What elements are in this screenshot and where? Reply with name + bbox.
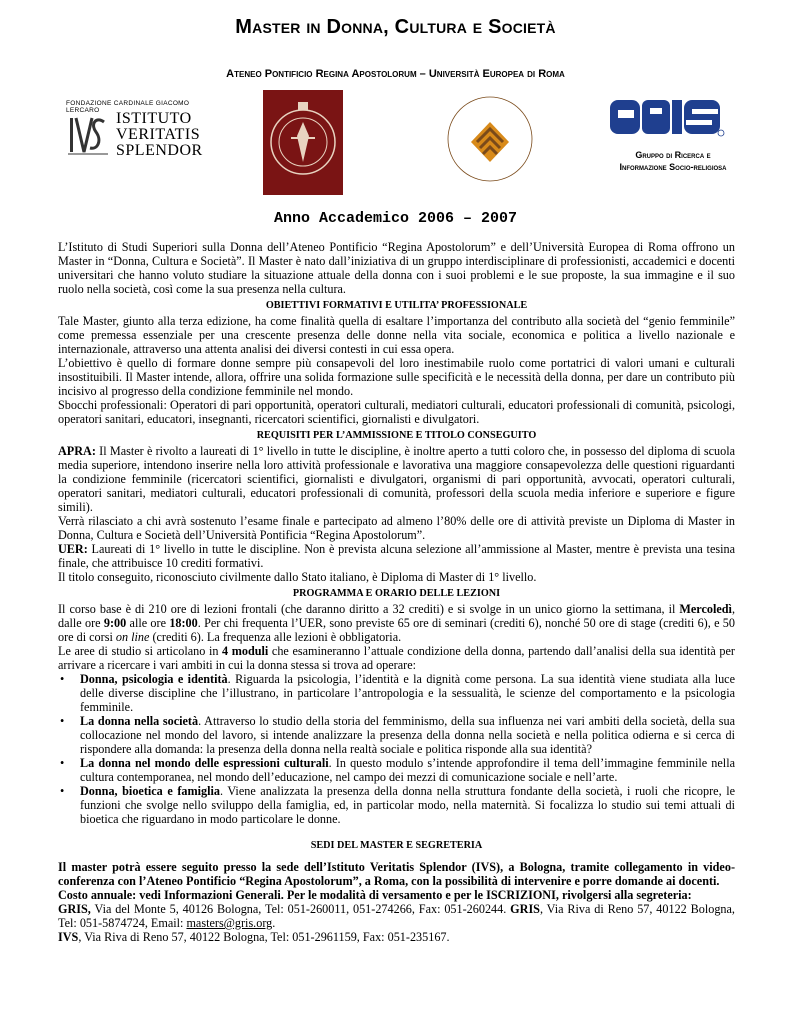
section-heading-admission: REQUISITI PER L’AMMISSIONE E TITOLO CONSEGUITO	[256, 430, 537, 441]
intro-paragraph: L’Istituto di Studi Superiori sulla Donna dell’Ateneo Pontificio “Regina Apostolorum” e dell’Università Europea di Roma offrono un Master in “Donna, Cultura e Società”. Il Master è nato dall’iniziativa di un gruppo interdisciplinare di professionisti, accademici e docenti universitari che hanno voluto studiare la situazione attuale della donna con i suoi problemi e le sue proposte, la sua immagine e il suo ruolo nella società, così come la sua presenza nella cultura.	[58, 240, 735, 296]
email-link[interactable]: masters@gris.org	[186, 916, 273, 930]
ivs-contact-paragraph: IVS, Via Riva di Reno 57, 40122 Bologna, Tel: 051-2961159, Fax: 051-235167.	[58, 930, 450, 944]
offices-paragraph-1: Il master potrà essere seguito presso la sede dell’Istituto Veritatis Splendor (IVS), a Bologna, tramite collegamento in video-conferenza con l’Ateneo Pontificio “Regina Apostolorum”, a Roma, con la possibilità di intervenire e porre domande ai docenti.	[58, 860, 735, 888]
module-item	[58, 784, 735, 826]
lesson-end-time: 18:00	[169, 616, 198, 630]
gris-contact-paragraph: GRIS, Via del Monte 5, 40126 Bologna, Tel: 051-260011, 051-274266, Fax: 051-260244. GRIS, Via Riva di Reno 57, 40122 Bologna, Tel: 051-5874724, Email: masters@gris.org.	[58, 902, 735, 930]
module-title: La donna nel mondo delle espressioni culturali	[80, 756, 329, 770]
uer-paragraph	[58, 542, 735, 570]
module-title: Donna, bioetica e famiglia	[80, 784, 220, 798]
page-title: Master in Donna, Cultura e Società	[235, 16, 556, 38]
academic-year: Anno Accademico 2006 – 2007	[273, 210, 518, 227]
gris-caption: Gruppo di Ricerca e Informazione Socio-religiosa	[619, 150, 727, 172]
bullet-icon: •	[60, 784, 65, 798]
ivs-label: IVS	[58, 930, 79, 944]
ivs-foundation-label: FONDAZIONE CARDINALE GIACOMO LERCARO	[66, 100, 190, 114]
gris-logo	[608, 96, 726, 140]
modules-count: 4 moduli	[222, 644, 269, 658]
diploma-paragraph: Verrà rilasciato a chi avrà sostenuto l’esame finale e partecipato ad almeno l’80% delle ore di attività previste un Diploma di Master in Donna, Cultura e Società dell’Università Pontificia “Regina Apostolorum”.	[58, 514, 735, 542]
apra-paragraph	[58, 444, 735, 514]
apra-text: Il Master è rivolto a laureati di 1° livello in tutte le discipline, è inoltre aperto a tutti coloro che, in possesso del diploma di scuola media superiore, intendono inserire nella loro attività professionale e lavorativa una maggiore consapevolezza delle questioni riguardanti la condizione femminile (ricercatori scientifici, giornalisti e divulgatori, organismi di pari opportunità, avvocati, operatori culturali, operatori sanitari, mediatori culturali, educatori professionali di comunità, professori della scuola media inferiore e superiore e figure simili).	[58, 444, 735, 514]
module-title: La donna nella società	[80, 714, 199, 728]
objectives-paragraph-2: L’obiettivo è quello di formare donne sempre più consapevoli del loro inestimabile ruolo come portatrici di valori umani e culturali insostituibili. Il Master intende, allora, offrire una solida formazione sulle specificità e le necessità della donna, per dare un contributo più incisivo al progresso della condizione femminile nel mondo.	[58, 356, 735, 398]
offices-paragraph-2: Costo annuale: vedi Informazioni Generali. Per le modalità di versamento e per le ISCRIZIONI, rivolgersi alla segreteria:	[58, 888, 692, 902]
apra-label: APRA:	[58, 444, 96, 458]
ivs-logo	[66, 100, 216, 162]
bullet-icon: •	[60, 714, 65, 728]
gris-label: GRIS,	[58, 902, 91, 916]
career-label: Sbocchi professionali:	[58, 398, 167, 412]
page-subtitle: Ateneo Pontificio Regina Apostolorum – Università Europea di Roma	[226, 68, 565, 80]
program-paragraph-2: Le aree di studio si articolano in 4 moduli che esamineranno l’attuale condizione della donna, partendo dall’analisi della sua identità per arrivare a ricercare i vari ambiti in cui la donna stessa si trova ad operare:	[58, 644, 735, 672]
universita-europea-logo	[433, 92, 548, 187]
program-paragraph-1: Il corso base è di 210 ore di lezioni frontali (che daranno diritto a 32 crediti) e si svolge in un unico giorno la settimana, il Mercoledì, dalle ore 9:00 alle ore 18:00. Per chi frequenta l’UER, sono previste 65 ore di seminari (crediti 6), nonché 50 ore di stage (crediti 6), e 50 ore di corsi on line (crediti 6). La frequenza alle lezioni è obbligatoria.	[58, 602, 735, 644]
module-item	[58, 756, 735, 784]
module-item	[58, 672, 735, 714]
title-paragraph: Il titolo conseguito, riconosciuto civilmente dallo Stato italiano, è Diploma di Master di 1° livello.	[58, 570, 537, 584]
ateneo-seal-logo	[263, 90, 343, 195]
ivs-name: ISTITUTO VERITATIS SPLENDOR	[116, 110, 203, 159]
module-text: . Viene analizzata la presenza della donna nella struttura fondante della società, i ruoli che ricopre, le funzioni che svolge nello sviluppo della famiglia, ed, in particolar modo, nella maternità. Si focalizza lo studio sui temi attuali di bioetica che riguardano in modo particolare le donne.	[80, 784, 735, 826]
section-heading-objectives: OBIETTIVI FORMATIVI E UTILITA’ PROFESSIONALE	[265, 300, 528, 311]
lesson-day: Mercoledì	[679, 602, 732, 616]
section-heading-offices: SEDI DEL MASTER E SEGRETERIA	[310, 840, 483, 851]
career-text: Operatori di pari opportunità, operatori culturali, mediatori culturali, educatori professionali di comunità, psicologi, operatori sanitari, educatori, insegnanti, ricercatori scientifici, giornalisti e divulgatori.	[58, 398, 735, 426]
objectives-paragraph-3	[58, 398, 735, 426]
document-body	[58, 240, 735, 944]
section-heading-program: PROGRAMMA E ORARIO DELLE LEZIONI	[292, 588, 501, 599]
module-text: . In questo modulo s’intende approfondire il tema dell’immagine femminile nella cultura contemporanea, nel mondo dell’educazione, nel campo dei mezzi di comunicazione sociale e nell’arte.	[80, 756, 735, 784]
module-item	[58, 714, 735, 756]
online-label: on line	[115, 630, 150, 644]
gris-label-2: GRIS	[510, 902, 540, 916]
objectives-paragraph-1: Tale Master, giunto alla terza edizione, ha come finalità quella di esaltare l’importanza del contributo alla società del “genio femminile” come premessa essenziale per una crescente presenza delle donne nella vita sociale, economica e politica a livello nazionale e internazionale, attraverso una attenta analisi dei diversi contesti in cui essa opera.	[58, 314, 735, 356]
module-text: . Riguarda la psicologia, l’identità e la dignità come persona. La sua identità viene studiata alla luce delle diverse discipline che l’illustrano, in particolare l’antropologia e la sessualità, le scienze del comportamento e la psicologia femminile.	[80, 672, 736, 714]
spacer	[58, 826, 735, 836]
module-title: Donna, psicologia e identità	[80, 672, 228, 686]
module-text: . Attraverso lo studio della storia del femminismo, della sua influenza nei vari ambiti della società, della sua collocazione nel mondo del lavoro, si intende analizzare la presenza della donna nella società e nella politica odierna e si cerca di rispondere alla domanda: la presenza della donna nella realtà sociale e politica risponde alla sua identità?	[80, 714, 735, 756]
ivs-monogram-icon	[68, 114, 108, 158]
bullet-icon: •	[60, 756, 65, 770]
uer-text: Laureati di 1° livello in tutte le discipline. Non è prevista alcuna selezione all’ammissione al Master, mentre è prevista una tesina finale, che attribuisce 10 crediti formativi.	[58, 542, 735, 570]
bullet-icon: •	[60, 672, 65, 686]
lesson-start-time: 9:00	[103, 616, 127, 630]
uer-label: UER:	[58, 542, 88, 556]
